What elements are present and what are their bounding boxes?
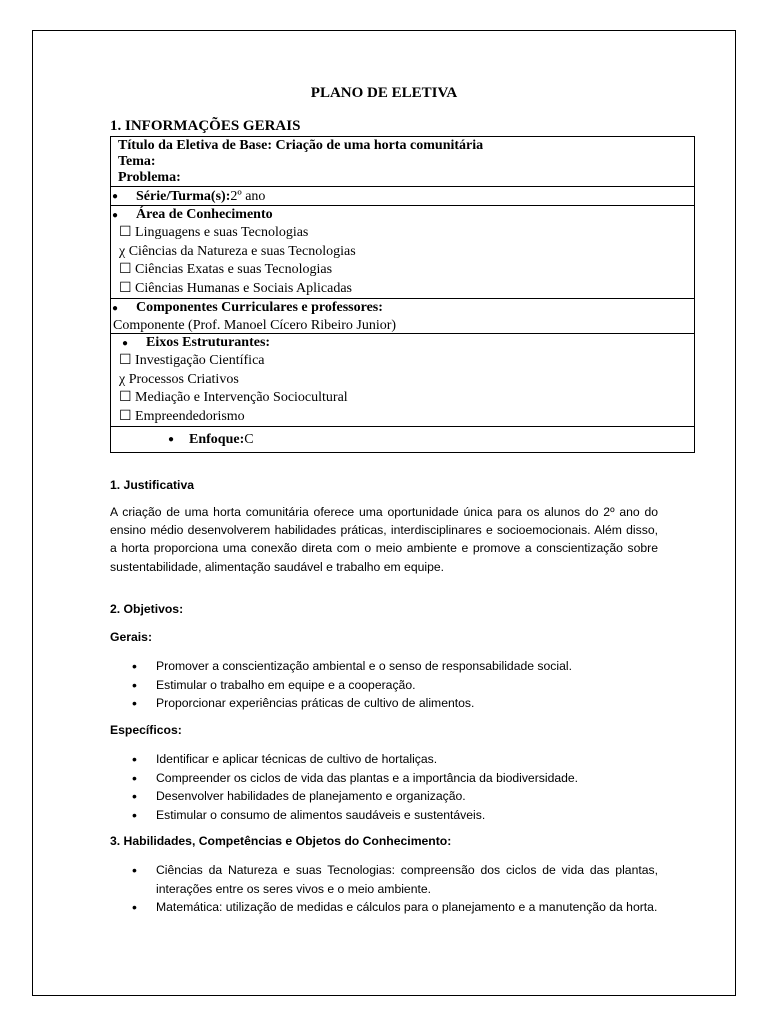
habilidades-heading: 3. Habilidades, Competências e Objetos do Conhecimento: — [110, 834, 452, 848]
list-item: • Promover a conscientização ambiental e o senso de responsabilidade social. — [110, 657, 658, 676]
area-option: ☐ Ciências Humanas e Sociais Aplicadas — [119, 280, 352, 296]
eixos-label: Eixos Estruturantes: — [146, 335, 271, 350]
list-item: • Estimular o trabalho em equipe e a cooperação. — [110, 676, 658, 695]
serie-value: 2º ano — [230, 188, 266, 204]
problema-label: Problema: — [118, 170, 181, 185]
list-item: • Proporcionar experiências práticas de cultivo de alimentos. — [110, 694, 658, 713]
document-title: PLANO DE ELETIVA — [310, 85, 458, 101]
enfoque-value: C — [244, 431, 254, 447]
bullet-icon: ● — [112, 302, 119, 314]
serie-label: Série/Turma(s): — [136, 188, 231, 204]
habilidades-list — [110, 861, 658, 917]
enfoque-label: Enfoque: — [189, 431, 245, 447]
componente-value: Componente (Prof. Manoel Cícero Ribeiro Junior) — [113, 318, 397, 333]
info-table — [110, 136, 695, 453]
enfoque-row — [111, 427, 694, 452]
eixo-option: ☐ Investigação Científica — [119, 353, 265, 368]
justificativa-text: A criação de uma horta comunitária oferece uma oportunidade única para os alunos do 2º ano do ensino médio desenvolverem habilidades práticas, interdisciplinares e socioemocionais. Além disso, a horta proporciona uma conexão direta com o meio ambiente e promove a conscientização sobre sustentabilidade, alimentação saudável e trabalho em equipe. — [110, 505, 658, 574]
eixo-option: ☐ Empreendedorismo — [119, 408, 245, 424]
list-item: • Matemática: utilização de medidas e cálculos para o planejamento e a manutenção da horta. — [110, 898, 658, 917]
objetivos-heading: 2. Objetivos: — [110, 602, 184, 616]
area-label: Área de Conhecimento — [136, 207, 273, 222]
area-option: ☐ Linguagens e suas Tecnologias — [119, 225, 309, 240]
justificativa-heading: 1. Justificativa — [110, 478, 194, 492]
section-heading: 1. INFORMAÇÕES GERAIS — [110, 118, 301, 134]
bullet-icon: ● — [112, 190, 119, 202]
eixos-row — [111, 334, 694, 427]
eixo-option: χ Processos Criativos — [119, 371, 239, 387]
especificos-list — [110, 750, 658, 824]
eletiva-title: Título da Eletiva de Base: Criação de uma horta comunitária — [118, 138, 484, 153]
bullet-icon: ● — [112, 209, 119, 221]
area-option: ☐ Ciências Exatas e suas Tecnologias — [119, 262, 333, 277]
gerais-heading: Gerais: — [110, 630, 153, 644]
area-row — [111, 206, 694, 299]
componentes-row — [111, 299, 694, 334]
especificos-heading: Específicos: — [110, 723, 182, 737]
list-item: • Ciências da Natureza e suas Tecnologias: compreensão dos ciclos de vida das plantas, interações entre os seres vivos e o meio ambiente. — [110, 861, 658, 898]
serie-row — [111, 187, 694, 206]
gerais-list — [110, 657, 658, 713]
list-item: • Desenvolver habilidades de planejamento e organização. — [110, 787, 658, 806]
list-item: • Estimular o consumo de alimentos saudáveis e sustentáveis. — [110, 806, 658, 825]
bullet-icon: ● — [168, 434, 175, 445]
componentes-label: Componentes Curriculares e professores: — [136, 300, 383, 315]
tema-label: Tema: — [118, 154, 156, 169]
eixo-option: ☐ Mediação e Intervenção Sociocultural — [119, 390, 348, 405]
list-item: • Identificar e aplicar técnicas de cultivo de hortaliças. — [110, 750, 658, 769]
bullet-icon: ● — [122, 337, 129, 349]
title-row — [111, 137, 694, 187]
area-option: χ Ciências da Natureza e suas Tecnologias — [119, 243, 356, 259]
list-item: • Compreender os ciclos de vida das plantas e a importância da biodiversidade. — [110, 769, 658, 788]
